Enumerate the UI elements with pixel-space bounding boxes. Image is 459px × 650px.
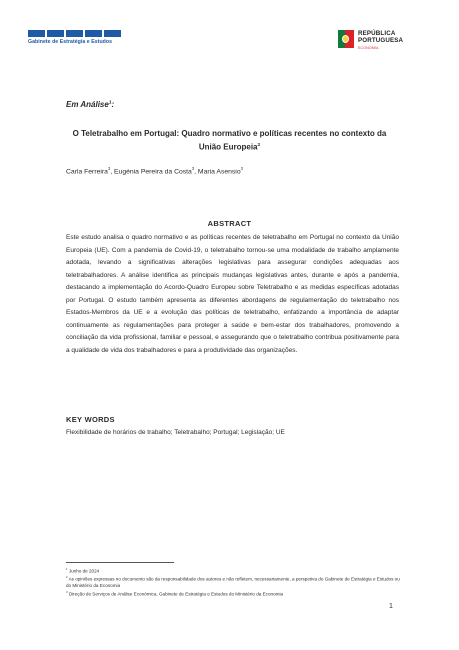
gee-logo-bar bbox=[104, 30, 121, 37]
republica-portuguesa-logo bbox=[338, 30, 403, 50]
kicker-footnote-ref[interactable]: 1 bbox=[108, 100, 112, 106]
footnote-number: 2 bbox=[66, 576, 68, 580]
keywords-text: Flexibilidade de horários de trabalho; Teletrabalho; Portugal; Legislação; UE bbox=[66, 429, 285, 436]
gee-logo bbox=[28, 30, 121, 45]
footnotes bbox=[66, 567, 400, 598]
document-kicker bbox=[66, 100, 114, 109]
author-list: Carla Ferreira$^3$, Eugénia Pereira da Costa$^3$, Maria Asensio$^3$ bbox=[66, 166, 243, 176]
rp-logo-line1: REPÚBLICA bbox=[358, 30, 396, 37]
title-footnote-ref[interactable]: 2 bbox=[257, 143, 261, 148]
footnote-number: 3 bbox=[66, 590, 68, 594]
page-header bbox=[0, 0, 459, 60]
abstract-heading: ABSTRACT bbox=[207, 219, 252, 228]
footnote-item bbox=[66, 590, 400, 598]
gee-logo-bars bbox=[28, 30, 121, 37]
abstract-text: Este estudo analisa o quadro normativo e as políticas recentes de teletrabalho em Portugal no contexto da União Europeia (UE). Com a pandemia de Covid-19, o teletrabalho tornou-se uma modalidade de trabalho amplamente adotada, levando a significativas alterações legislativas para assegurar condições adequadas aos teletrabalhadores. A análise identifica as principais mudanças legislativas antes, durante e após a pandemia, destacando a implementação do Acordo-Quadro Europeu sobre Teletrabalho e as medidas específicas adotadas por Portugal. O estudo também apresenta as diferentes abordagens de regulamentação do teletrabalho nos Estados-Membros da UE e a evolução das políticas de teletrabalho, enfatizando a importância de adaptar continuamente as regulamentações para proteger a saúde e bem-estar dos trabalhadores, promovendo a conciliação da vida profissional, familiar e pessoal, e assegurando que o teletrabalho contribua positivamente para a qualidade de vida dos trabalhadores e para a produtividade das organizações. bbox=[66, 234, 399, 354]
title-text: O Teletrabalho em Portugal: Quadro normativo e políticas recentes no contexto da União Europeia bbox=[72, 129, 387, 152]
gee-logo-bar bbox=[85, 30, 102, 37]
kicker-suffix: : bbox=[111, 100, 115, 109]
footnote-divider bbox=[66, 562, 174, 563]
footnote-number: 1 bbox=[66, 568, 68, 571]
author-affiliation-ref[interactable]: 3 bbox=[107, 166, 111, 171]
gee-logo-label: Gabinete de Estratégia e Estudos bbox=[28, 39, 113, 45]
footnote-text: Junho de 2024 bbox=[68, 568, 100, 574]
footnote-text: Direção de Serviços de Análise Económica, Gabinete de Estratégia e Estudos do Ministério da Economia bbox=[68, 591, 284, 597]
document-title bbox=[66, 128, 393, 154]
rp-logo-line2: PORTUGUESA bbox=[358, 37, 404, 44]
footnote-text: As opiniões expressas no documento são da responsabilidade dos autores e não refletem, necessariamente, a perspetiva do Gabinete de Estratégia e Estudos ou do Ministério da Economia bbox=[66, 576, 400, 589]
kicker-text: Em Análise bbox=[66, 100, 109, 109]
gee-logo-bar bbox=[47, 30, 64, 37]
author-name: Maria Asensio bbox=[197, 168, 241, 176]
rp-logo-ministry: ECONOMIA bbox=[358, 46, 379, 50]
flag-emblem-icon bbox=[338, 30, 354, 48]
footnote-item bbox=[66, 567, 400, 575]
page-number: 1 bbox=[389, 603, 393, 610]
author-name: Carla Ferreira bbox=[66, 168, 108, 176]
author-affiliation-ref[interactable]: 3 bbox=[240, 166, 243, 171]
footnote-item bbox=[66, 575, 400, 590]
keywords-heading: KEY WORDS bbox=[66, 415, 115, 424]
author-affiliation-ref[interactable]: 3 bbox=[191, 166, 195, 171]
author-name: Eugénia Pereira da Costa bbox=[114, 168, 192, 176]
gee-logo-bar bbox=[28, 30, 45, 37]
gee-logo-bar bbox=[66, 30, 83, 37]
